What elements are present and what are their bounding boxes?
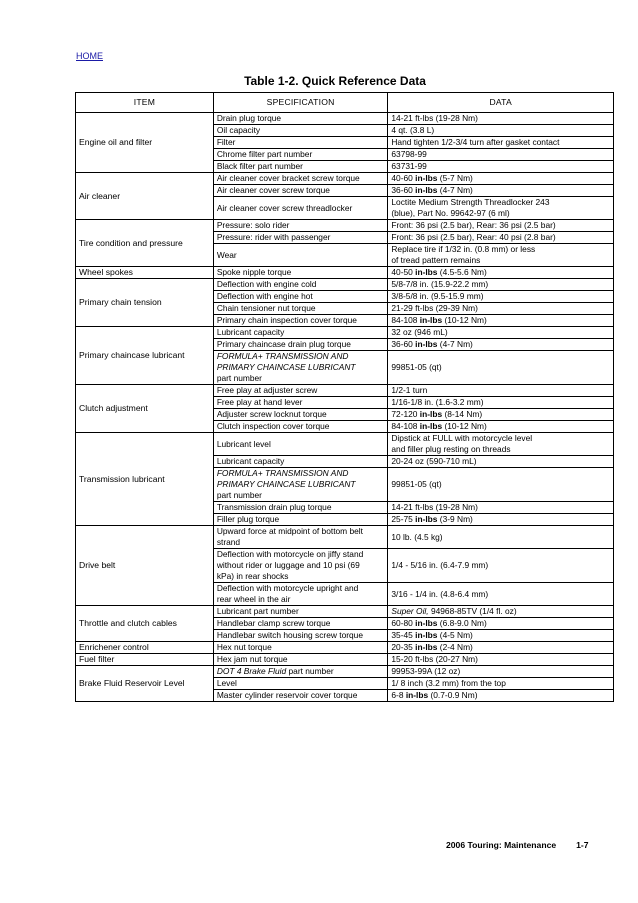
spec-cell: Free play at hand lever: [213, 397, 388, 409]
table-row: [76, 526, 614, 549]
data-cell: 14-21 ft-lbs (19-28 Nm): [388, 113, 614, 125]
data-cell: 35-45 in-lbs (4-5 Nm): [388, 630, 614, 642]
data-cell: 1/4 - 5/16 in. (6.4-7.9 mm): [388, 549, 614, 583]
spec-cell: Transmission drain plug torque: [213, 502, 388, 514]
page-footer: [446, 840, 589, 850]
spec-cell: Hex nut torque: [213, 642, 388, 654]
item-cell: Transmission lubricant: [76, 433, 214, 526]
data-cell: Replace tire if 1/32 in. (0.8 mm) or less of tread pattern remains: [388, 244, 614, 267]
spec-cell: Lubricant level: [213, 433, 388, 456]
data-cell: 84-108 in-lbs (10-12 Nm): [388, 315, 614, 327]
item-cell: Brake Fluid Reservoir Level: [76, 666, 214, 702]
spec-cell: Handlebar clamp screw torque: [213, 618, 388, 630]
spec-cell: Deflection with motorcycle on jiffy stand without rider or luggage and 10 psi (69 kPa) in rear shocks: [213, 549, 388, 583]
spec-cell: Adjuster screw locknut torque: [213, 409, 388, 421]
data-cell: Hand tighten 1/2-3/4 turn after gasket contact: [388, 137, 614, 149]
data-cell: 4 qt. (3.8 L): [388, 125, 614, 137]
spec-cell: Chain tensioner nut torque: [213, 303, 388, 315]
data-cell: 25-75 in-lbs (3-9 Nm): [388, 514, 614, 526]
spec-cell: Level: [213, 678, 388, 690]
data-cell: 14-21 ft-lbs (19-28 Nm): [388, 502, 614, 514]
spec-cell: Primary chain inspection cover torque: [213, 315, 388, 327]
item-cell: Clutch adjustment: [76, 385, 214, 433]
footer-title: 2006 Touring: Maintenance: [446, 840, 557, 850]
data-cell: 15-20 ft-lbs (20-27 Nm): [388, 654, 614, 666]
spec-cell: Pressure: rider with passenger: [213, 232, 388, 244]
data-cell: 3/8-5/8 in. (9.5-15.9 mm): [388, 291, 614, 303]
data-cell: 72-120 in-lbs (8-14 Nm): [388, 409, 614, 421]
spec-cell: Spoke nipple torque: [213, 267, 388, 279]
data-cell: 21-29 ft-lbs (29-39 Nm): [388, 303, 614, 315]
item-cell: Wheel spokes: [76, 267, 214, 279]
data-cell: 36-60 in-lbs (4-7 Nm): [388, 185, 614, 197]
header-row: [76, 93, 614, 113]
data-cell: 40-50 in-lbs (4.5-5.6 Nm): [388, 267, 614, 279]
spec-cell: Chrome filter part number: [213, 149, 388, 161]
item-cell: Engine oil and filter: [76, 113, 214, 173]
spec-cell: Lubricant capacity: [213, 456, 388, 468]
table-row: [76, 606, 614, 618]
spec-cell: Master cylinder reservoir cover torque: [213, 690, 388, 702]
spec-cell: FORMULA+ TRANSMISSION AND PRIMARY CHAINCASE LUBRICANT part number: [213, 468, 388, 502]
table-title: Table 1-2. Quick Reference Data: [244, 74, 426, 88]
header-spec: SPECIFICATION: [213, 93, 388, 113]
table-row: [76, 173, 614, 185]
spec-cell: Lubricant capacity: [213, 327, 388, 339]
spec-cell: Air cleaner cover screw torque: [213, 185, 388, 197]
data-cell: Dipstick at FULL with motorcycle level and filler plug resting on threads: [388, 433, 614, 456]
spec-cell: Filler plug torque: [213, 514, 388, 526]
data-cell: 40-60 in-lbs (5-7 Nm): [388, 173, 614, 185]
spec-cell: DOT 4 Brake Fluid part number: [213, 666, 388, 678]
data-cell: 1/16-1/8 in. (1.6-3.2 mm): [388, 397, 614, 409]
data-cell: 63798-99: [388, 149, 614, 161]
data-cell: 99851-05 (qt): [388, 468, 614, 502]
page-number: 1-7: [576, 840, 589, 850]
spec-cell: Hex jam nut torque: [213, 654, 388, 666]
table-row: [76, 642, 614, 654]
data-cell: 60-80 in-lbs (6.8-9.0 Nm): [388, 618, 614, 630]
data-cell: 20-35 in-lbs (2-4 Nm): [388, 642, 614, 654]
data-cell: 3/16 - 1/4 in. (4.8-6.4 mm): [388, 583, 614, 606]
spec-cell: Deflection with engine hot: [213, 291, 388, 303]
data-cell: Front: 36 psi (2.5 bar), Rear: 36 psi (2.5 bar): [388, 220, 614, 232]
data-cell: 6-8 in-lbs (0.7-0.9 Nm): [388, 690, 614, 702]
data-cell: 84-108 in-lbs (10-12 Nm): [388, 421, 614, 433]
item-cell: Fuel filter: [76, 654, 214, 666]
spec-cell: Deflection with motorcycle upright and rear wheel in the air: [213, 583, 388, 606]
data-cell: Super Oil, 94968-85TV (1/4 fl. oz): [388, 606, 614, 618]
spec-cell: Air cleaner cover screw threadlocker: [213, 197, 388, 220]
spec-cell: Clutch inspection cover torque: [213, 421, 388, 433]
spec-cell: Air cleaner cover bracket screw torque: [213, 173, 388, 185]
data-cell: 1/ 8 inch (3.2 mm) from the top: [388, 678, 614, 690]
table-row: [76, 279, 614, 291]
item-cell: Tire condition and pressure: [76, 220, 214, 267]
spec-cell: Filter: [213, 137, 388, 149]
spec-cell: Upward force at midpoint of bottom belt strand: [213, 526, 388, 549]
table-row: [76, 327, 614, 339]
data-cell: 20-24 oz (590-710 mL): [388, 456, 614, 468]
header-item: ITEM: [76, 93, 214, 113]
quick-reference-table: [75, 92, 614, 702]
spec-cell: Drain plug torque: [213, 113, 388, 125]
table-row: [76, 113, 614, 125]
table-row: [76, 433, 614, 456]
data-cell: 99851-05 (qt): [388, 351, 614, 385]
data-cell: Front: 36 psi (2.5 bar), Rear: 40 psi (2.8 bar): [388, 232, 614, 244]
data-cell: 1/2-1 turn: [388, 385, 614, 397]
data-cell: 63731-99: [388, 161, 614, 173]
data-cell: 36-60 in-lbs (4-7 Nm): [388, 339, 614, 351]
header-data: DATA: [388, 93, 614, 113]
table-row: [76, 666, 614, 678]
data-cell: 5/8-7/8 in. (15.9-22.2 mm): [388, 279, 614, 291]
item-cell: Air cleaner: [76, 173, 214, 220]
item-cell: Enrichener control: [76, 642, 214, 654]
spec-cell: Primary chaincase drain plug torque: [213, 339, 388, 351]
spec-cell: Pressure: solo rider: [213, 220, 388, 232]
item-cell: Primary chain tension: [76, 279, 214, 327]
table-row: [76, 267, 614, 279]
table-row: [76, 385, 614, 397]
spec-cell: Handlebar switch housing screw torque: [213, 630, 388, 642]
data-cell: Loctite Medium Strength Threadlocker 243 (blue), Part No. 99642-97 (6 ml): [388, 197, 614, 220]
home-link[interactable]: HOME: [76, 51, 103, 61]
table-row: [76, 220, 614, 232]
item-cell: Throttle and clutch cables: [76, 606, 214, 642]
spec-cell: Black filter part number: [213, 161, 388, 173]
data-cell: 10 lb. (4.5 kg): [388, 526, 614, 549]
spec-cell: Lubricant part number: [213, 606, 388, 618]
data-cell: 99953-99A (12 oz): [388, 666, 614, 678]
item-cell: Drive belt: [76, 526, 214, 606]
item-cell: Primary chaincase lubricant: [76, 327, 214, 385]
data-cell: 32 oz (946 mL): [388, 327, 614, 339]
spec-cell: Wear: [213, 244, 388, 267]
table-row: [76, 654, 614, 666]
spec-cell: Free play at adjuster screw: [213, 385, 388, 397]
spec-cell: Deflection with engine cold: [213, 279, 388, 291]
spec-cell: Oil capacity: [213, 125, 388, 137]
spec-cell: FORMULA+ TRANSMISSION AND PRIMARY CHAINCASE LUBRICANT part number: [213, 351, 388, 385]
